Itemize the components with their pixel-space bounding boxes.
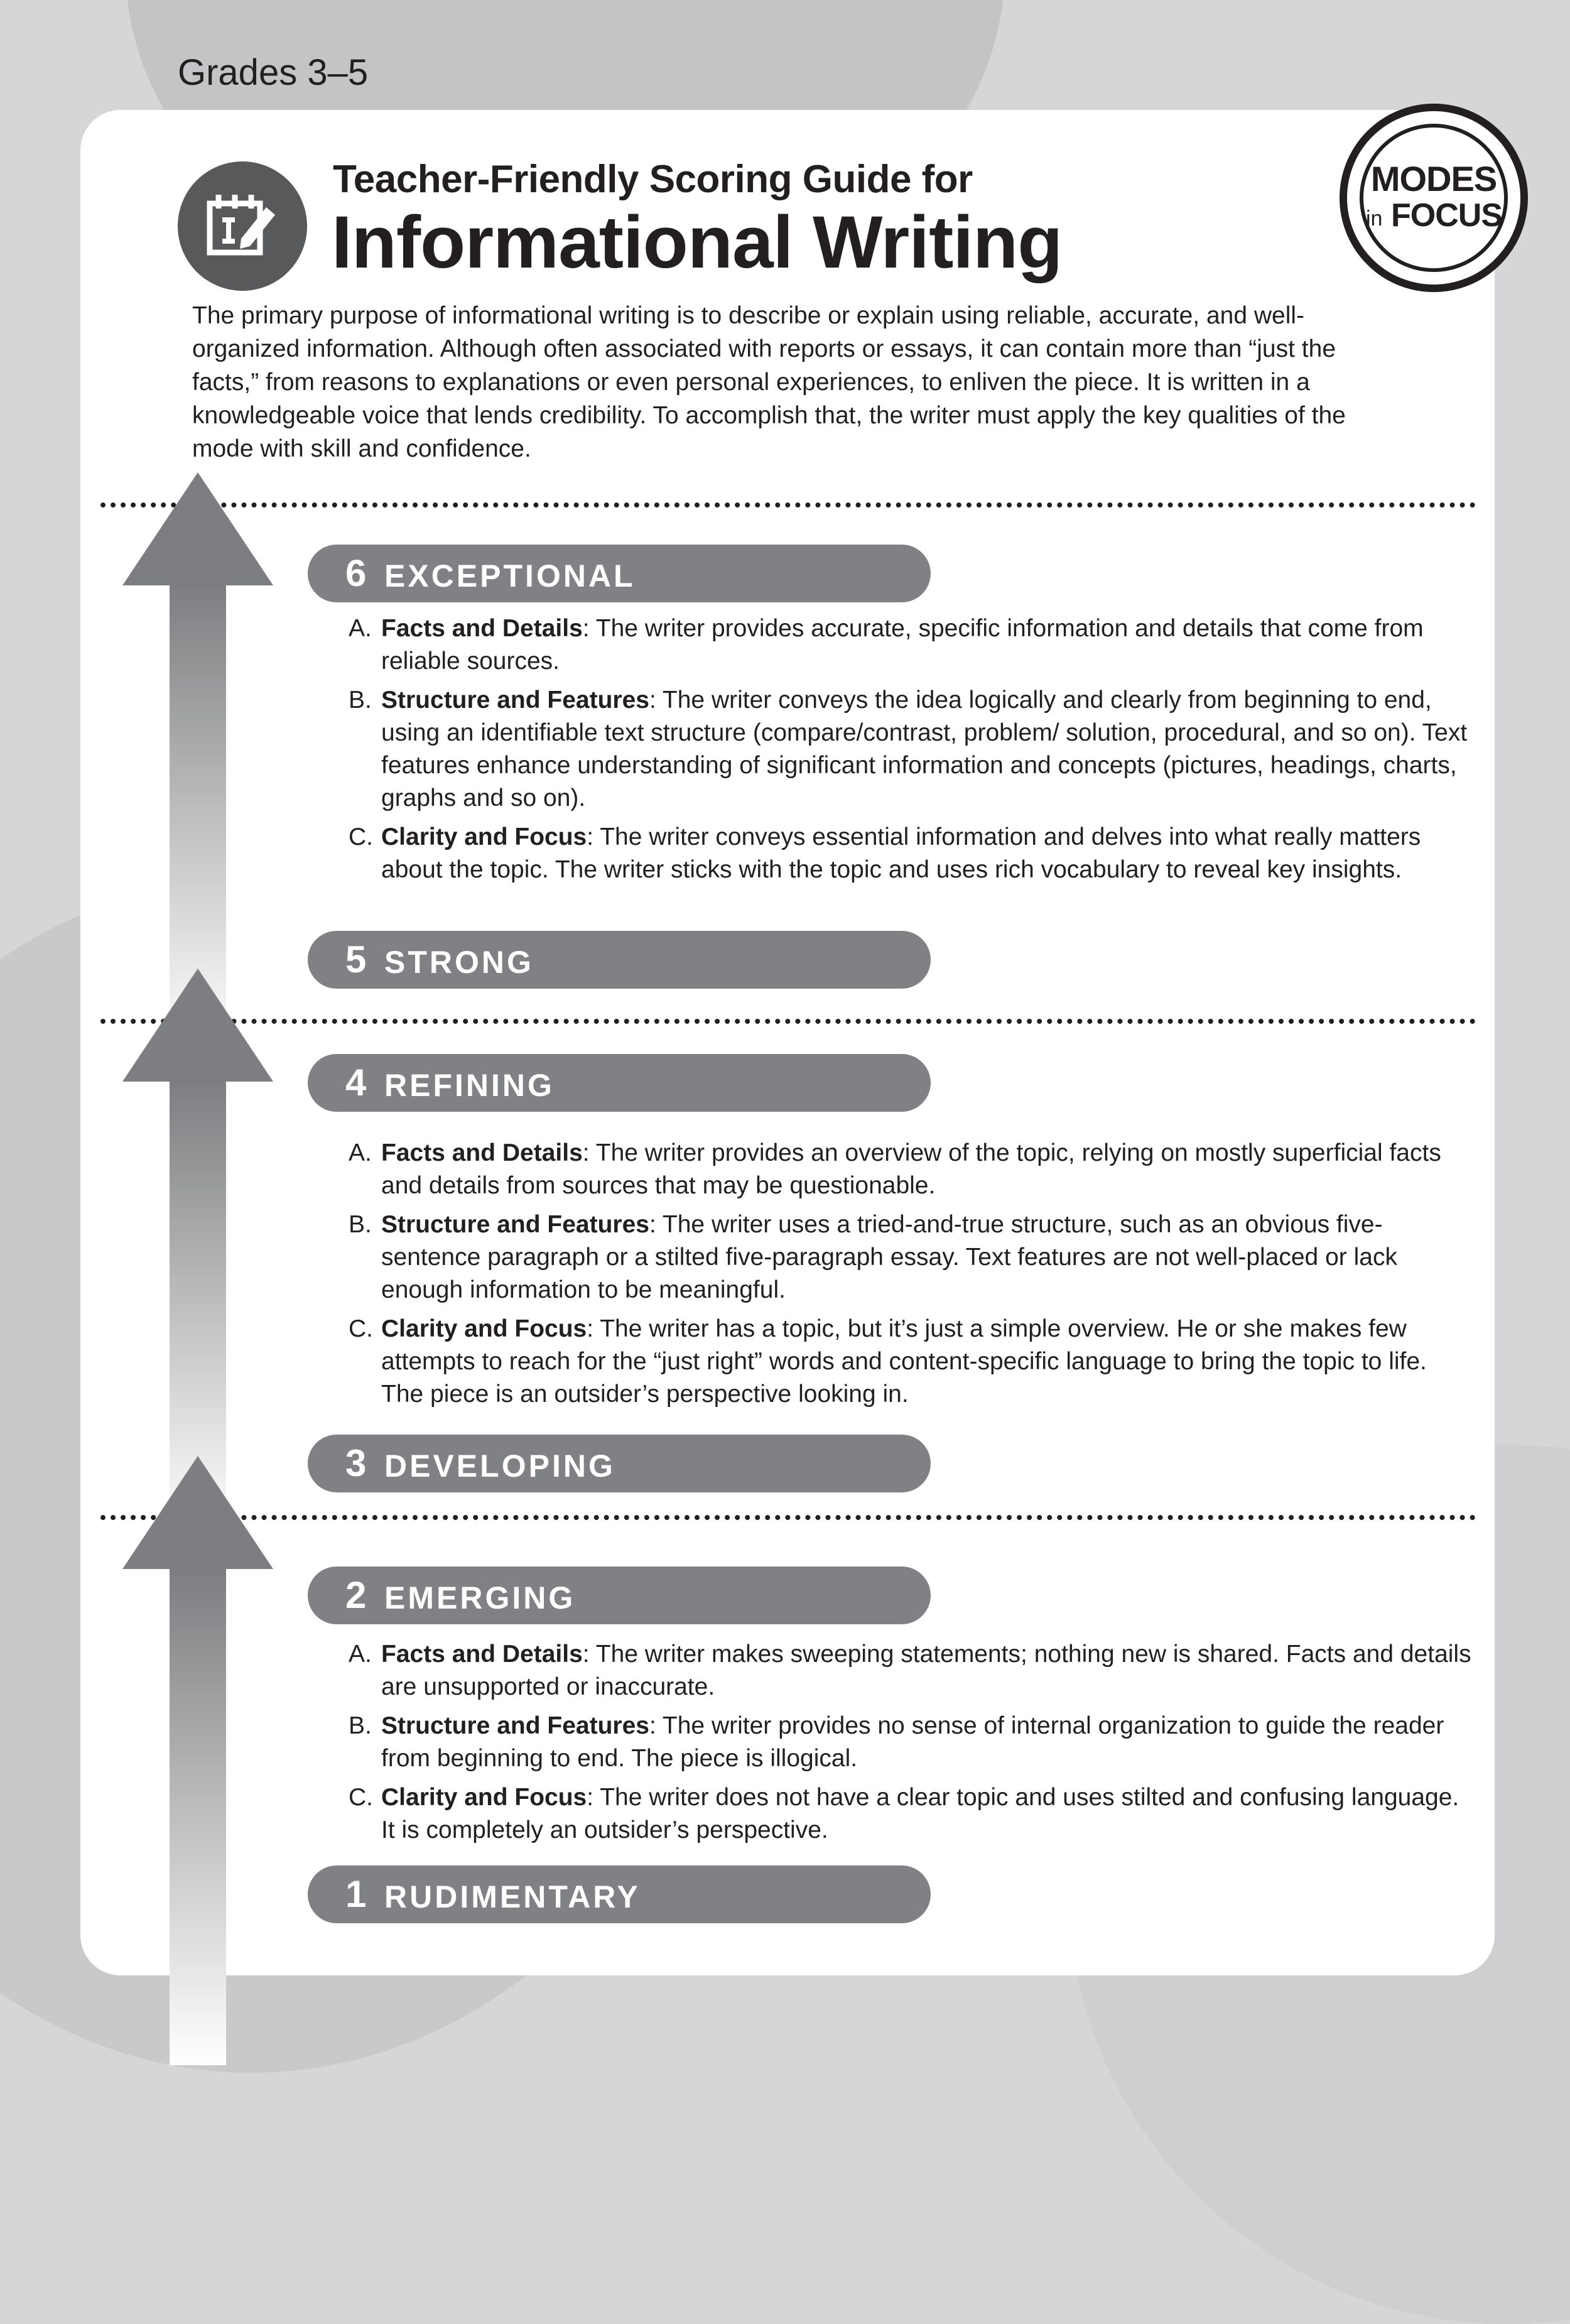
criterion-text: : The writer makes sweeping statements; nothing new is shared. Facts and details are unsupported or inaccurate. [381, 1641, 1471, 1700]
level-6-pill [308, 545, 931, 602]
section-divider [100, 502, 1476, 508]
logo-text-focus: FOCUS [1391, 197, 1502, 234]
criterion [349, 612, 1473, 678]
level-label: STRONG [384, 945, 534, 980]
criterion-text: : The writer provides accurate, specific information and details that come from reliable sources. [381, 615, 1424, 675]
intro-paragraph: The primary purpose of informational writing is to describe or explain using reliable, accurate, and well-organized information. Although often associated with reports or essays, it can contain more than “just the facts,” from reasons to explanations or even personal experiences, to enliven the piece. It is written in a knowledgeable voice that lends credibility. To accomplish that, the writer must apply the key qualities of the mode with skill and confidence. [192, 302, 1346, 462]
criteria-list-exceptional [349, 612, 1473, 893]
criterion-term: Structure and Features [381, 1712, 649, 1739]
logo-text-in: in [1366, 207, 1383, 231]
up-arrow [122, 1456, 273, 2065]
criterion-term: Facts and Details [381, 615, 583, 642]
level-5-pill [308, 931, 931, 989]
level-label: RUDIMENTARY [384, 1879, 641, 1914]
criterion [349, 1313, 1473, 1411]
criterion-text: : The writer conveys the idea logically and clearly from beginning to end, using an identifiable text structure (compare/contrast, problem/ solution, procedural, and so on). Text features enhance understanding of significant information and concepts (pictures, headings, charts, graphs and so on). [381, 687, 1468, 812]
criterion-term: Facts and Details [381, 1139, 583, 1166]
criterion-letter: A. [349, 615, 372, 642]
level-number: 2 [345, 1574, 367, 1616]
criterion [349, 684, 1473, 815]
up-arrow [122, 472, 273, 1050]
writing-icon [178, 161, 307, 291]
level-label: EMERGING [384, 1580, 576, 1615]
modes-in-focus-logo [1340, 104, 1528, 292]
criterion [349, 821, 1473, 886]
level-4-pill [308, 1054, 931, 1112]
criterion-term: Clarity and Focus [381, 1315, 587, 1342]
criterion [349, 1137, 1473, 1202]
criterion-letter: C. [349, 1315, 373, 1342]
logo-text-modes: MODES [1370, 159, 1497, 198]
criterion-term: Clarity and Focus [381, 823, 587, 850]
title-prefix: Teacher-Friendly Scoring Guide for [333, 158, 973, 201]
criterion-letter: A. [349, 1641, 372, 1668]
criterion-letter: B. [349, 1712, 372, 1739]
criterion-letter: A. [349, 1139, 372, 1166]
criterion-term: Facts and Details [381, 1641, 583, 1668]
criterion-term: Clarity and Focus [381, 1784, 587, 1811]
criteria-list-emerging [349, 1638, 1473, 1853]
grade-label: Grades 3–5 [178, 52, 369, 93]
page-title: Informational Writing [332, 201, 1063, 284]
criterion-text: : The writer does not have a clear topic and uses stilted and confusing language. It is completely an outsider’s perspective. [381, 1784, 1459, 1843]
section-divider [100, 1515, 1476, 1520]
level-2-pill [308, 1567, 931, 1624]
writing-pad-icon [205, 188, 280, 264]
criteria-list-refining [349, 1137, 1473, 1417]
level-number: 1 [345, 1873, 367, 1915]
level-label: DEVELOPING [384, 1448, 615, 1484]
criterion [349, 1208, 1473, 1306]
criterion-term: Structure and Features [381, 1211, 649, 1238]
criterion-term: Structure and Features [381, 687, 649, 714]
level-number: 4 [345, 1062, 367, 1104]
criterion-letter: C. [349, 1784, 373, 1811]
level-number: 3 [345, 1442, 367, 1484]
level-label: EXCEPTIONAL [384, 558, 636, 594]
section-divider [100, 1019, 1476, 1024]
criterion-text: : The writer uses a tried-and-true structure, such as an obvious five-sentence paragraph or a stilted five-paragraph essay. Text features are not well-placed or lack enough information to be meaningful. [381, 1211, 1397, 1303]
criterion [349, 1638, 1473, 1703]
up-arrow [122, 969, 273, 1534]
level-number: 6 [345, 552, 367, 594]
level-number: 5 [345, 938, 367, 980]
criterion [349, 1781, 1473, 1847]
level-3-pill [308, 1435, 931, 1492]
criterion-text: : The writer conveys essential information and delves into what really matters about the topic. The writer sticks with the topic and uses rich vocabulary to reveal key insights. [381, 823, 1421, 883]
level-label: REFINING [384, 1068, 555, 1103]
criterion [349, 1710, 1473, 1775]
criterion-letter: C. [349, 823, 373, 850]
level-1-pill [308, 1865, 931, 1923]
criterion-text: : The writer provides an overview of the topic, relying on mostly superficial facts and details from sources that may be questionable. [381, 1139, 1441, 1199]
criterion-text: : The writer provides no sense of internal organization to guide the reader from beginning to end. The piece is illogical. [381, 1712, 1444, 1772]
criterion-letter: B. [349, 687, 372, 714]
criterion-letter: B. [349, 1211, 372, 1238]
criterion-text: : The writer has a topic, but it’s just a simple overview. He or she makes few attempts to reach for the “just right” words and content-specific language to bring the topic to life. The piece is an outsider’s perspective looking in. [381, 1315, 1427, 1408]
